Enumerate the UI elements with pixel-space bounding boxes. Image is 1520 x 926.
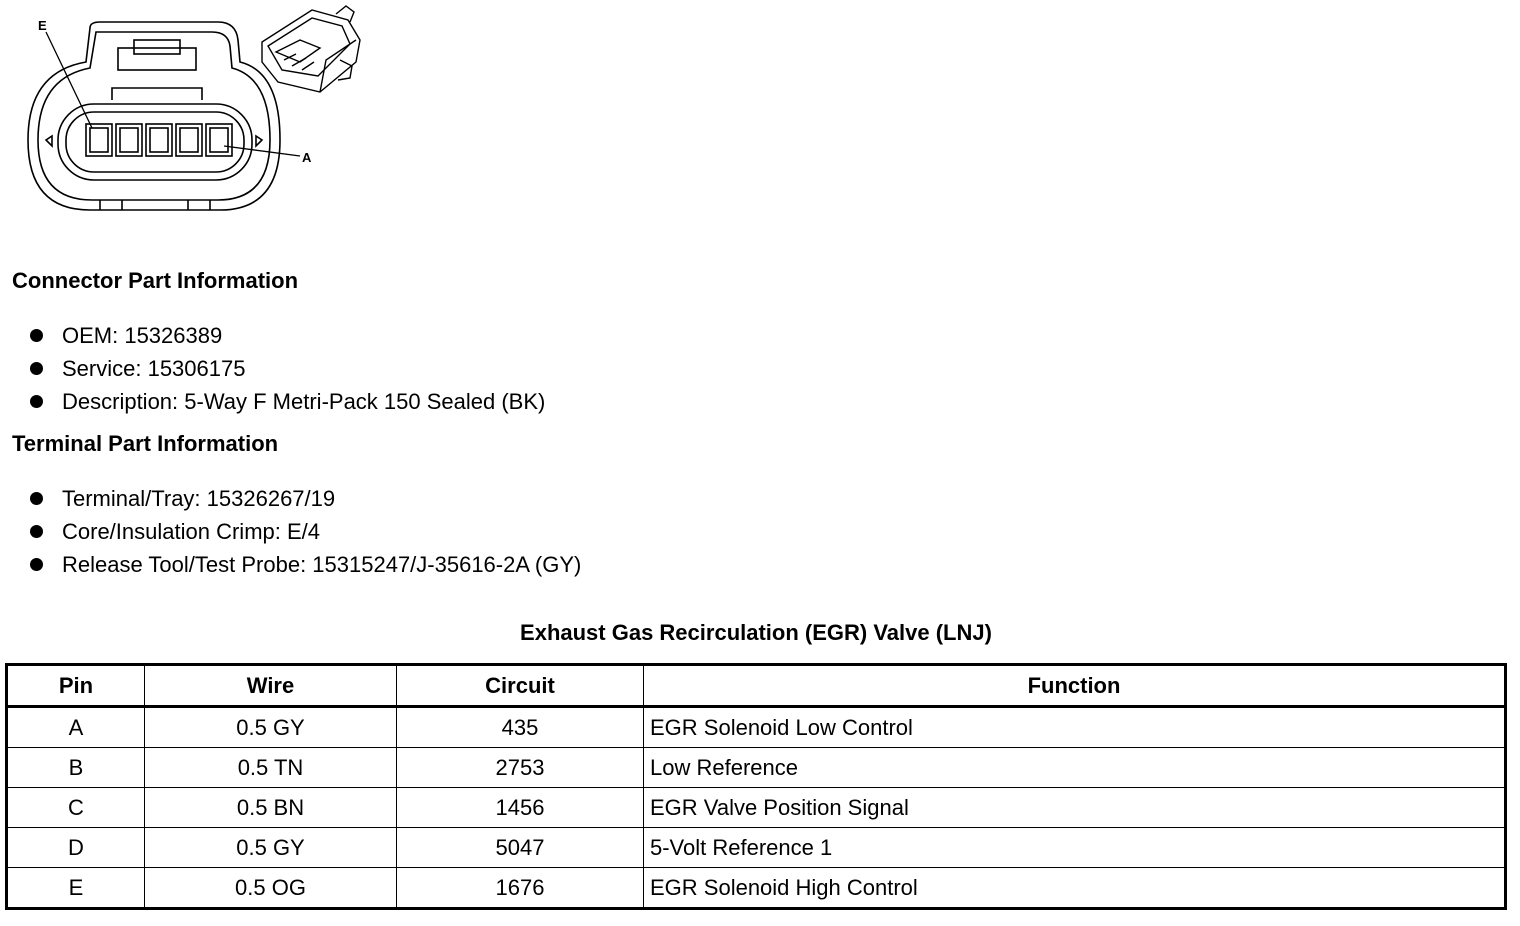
- circuit-cell: 1676: [397, 868, 644, 909]
- bullet-icon: [30, 558, 43, 571]
- list-item: [28, 385, 545, 418]
- column-header-circuit: Circuit: [397, 665, 644, 707]
- function-cell: EGR Solenoid Low Control: [644, 707, 1506, 748]
- release-tool-item: Release Tool/Test Probe: 15315247/J-35616-2A (GY): [62, 552, 582, 577]
- pin-table: [5, 663, 1507, 910]
- column-header-wire: Wire: [145, 665, 397, 707]
- pin-cell: A: [7, 707, 145, 748]
- list-item: [28, 352, 545, 385]
- list-item: [28, 482, 581, 515]
- pin-cell: E: [7, 868, 145, 909]
- description-item: Description: 5-Way F Metri-Pack 150 Sealed (BK): [62, 389, 546, 414]
- connector-part-heading: Connector Part Information: [12, 268, 299, 293]
- connector-diagram: [0, 0, 380, 220]
- function-cell: 5-Volt Reference 1: [644, 828, 1506, 868]
- wire-cell: 0.5 GY: [145, 707, 397, 748]
- list-item: [28, 548, 581, 581]
- column-header-function: Function: [644, 665, 1506, 707]
- service-item: Service: 15306175: [62, 356, 246, 381]
- wire-cell: 0.5 OG: [145, 868, 397, 909]
- table-title: Exhaust Gas Recirculation (EGR) Valve (LNJ): [520, 620, 992, 645]
- circuit-cell: 5047: [397, 828, 644, 868]
- table-row: [7, 868, 1506, 909]
- function-cell: EGR Valve Position Signal: [644, 788, 1506, 828]
- pin-e-label: E: [38, 18, 47, 33]
- pin-cell: B: [7, 748, 145, 788]
- oem-item: OEM: 15326389: [62, 323, 223, 348]
- pin-cell: D: [7, 828, 145, 868]
- table-header-row: [7, 665, 1506, 707]
- bullet-icon: [30, 525, 43, 538]
- bullet-icon: [30, 362, 43, 375]
- wire-cell: 0.5 GY: [145, 828, 397, 868]
- list-item: [28, 319, 545, 352]
- pin-cell: C: [7, 788, 145, 828]
- terminal-part-heading: Terminal Part Information: [12, 431, 279, 456]
- pin-a-label: A: [302, 150, 312, 165]
- table-row: [7, 788, 1506, 828]
- circuit-cell: 2753: [397, 748, 644, 788]
- table-row: [7, 707, 1506, 748]
- function-cell: EGR Solenoid High Control: [644, 868, 1506, 909]
- table-row: [7, 748, 1506, 788]
- wire-cell: 0.5 TN: [145, 748, 397, 788]
- bullet-icon: [30, 492, 43, 505]
- circuit-cell: 1456: [397, 788, 644, 828]
- list-item: [28, 515, 581, 548]
- bullet-icon: [30, 395, 43, 408]
- bullet-icon: [30, 329, 43, 342]
- terminal-tray-item: Terminal/Tray: 15326267/19: [62, 486, 336, 511]
- terminal-part-list: [28, 482, 581, 581]
- connector-part-list: [28, 319, 545, 418]
- table-row: [7, 828, 1506, 868]
- wire-cell: 0.5 BN: [145, 788, 397, 828]
- connector-thumbnail: [262, 6, 360, 92]
- crimp-item: Core/Insulation Crimp: E/4: [62, 519, 320, 544]
- circuit-cell: 435: [397, 707, 644, 748]
- function-cell: Low Reference: [644, 748, 1506, 788]
- column-header-pin: Pin: [7, 665, 145, 707]
